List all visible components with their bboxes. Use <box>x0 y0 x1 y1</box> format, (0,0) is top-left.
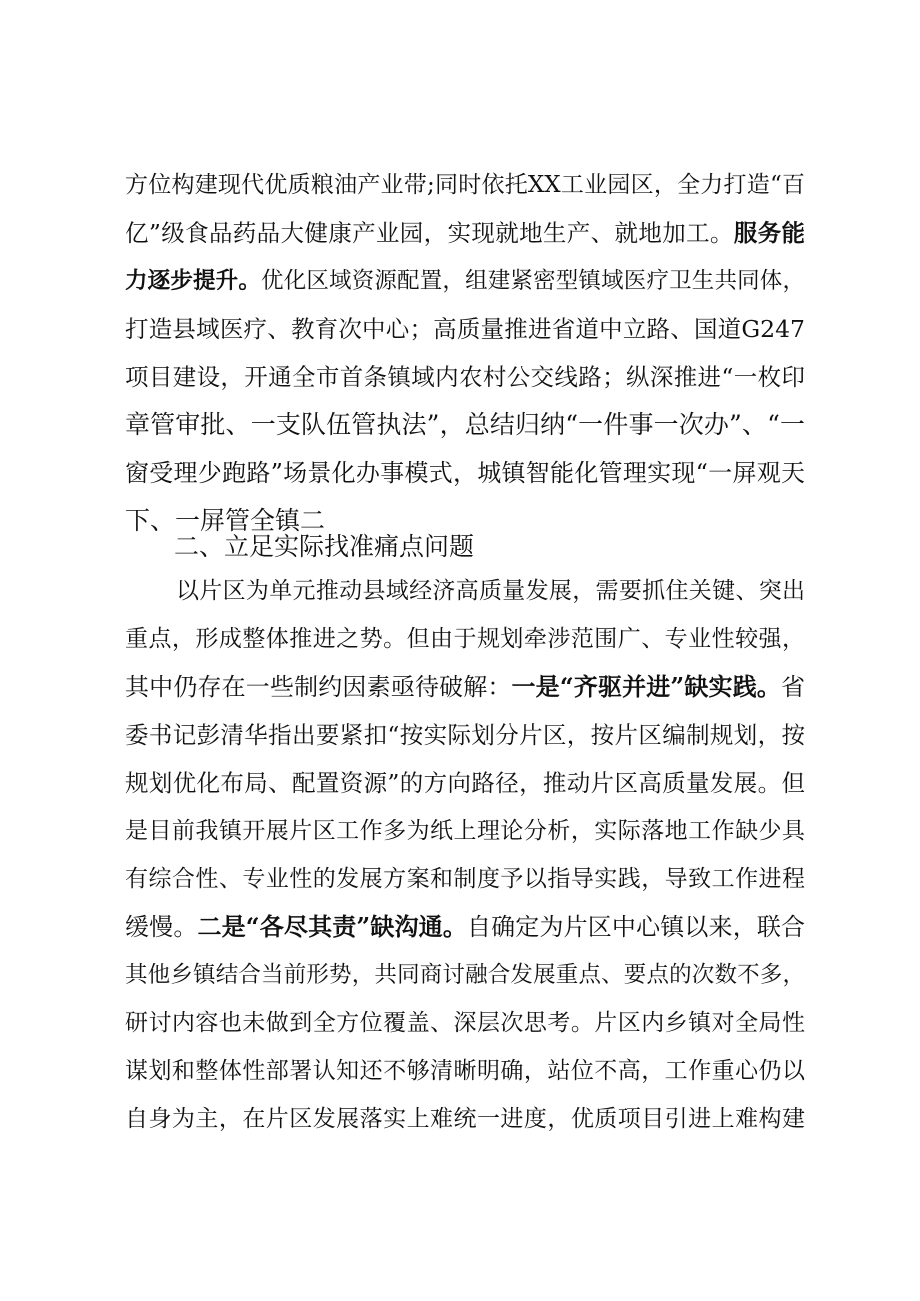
text-line <box>125 405 805 445</box>
text-span: 方位构建现代优质粮油产业带;同时依托XX工业园区，全力打造“百 <box>125 172 805 198</box>
text-span: 优化区域资源配置，组建紧密型镇域医疗卫生共同体， <box>261 268 805 294</box>
text-line <box>125 667 805 707</box>
text-line <box>125 357 805 397</box>
text-line <box>125 261 805 301</box>
text-line <box>125 309 805 349</box>
text-span: 项目建设，开通全市首条镇域内农村公交线路；纵深推进“一枚印 <box>125 363 805 391</box>
text-span: 窗受理少跑路”场景化办事模式，城镇智能化管理实现“一屏观天 <box>125 459 805 487</box>
text-line <box>125 763 805 803</box>
text-span: 亿”级食品药品大健康产业园，实现就地生产、就地加工。 <box>125 219 734 247</box>
bold-heading-span: 力逐步提升。 <box>125 268 262 294</box>
text-span: 自身为主，在片区发展落实上难统一进度，优质项目引进上难构建 <box>125 1106 805 1132</box>
text-line <box>125 715 805 755</box>
text-span: 谋划和整体性部署认知还不够清晰明确，站位不高，工作重心仍以 <box>125 1058 805 1084</box>
text-line <box>125 859 805 899</box>
text-span: 是目前我镇开展片区工作多为纸上理论分析，实际落地工作缺少具 <box>125 818 805 844</box>
text-span: 委书记彭清华指出要紧扣“按实际划分片区，按片区编制规划，按 <box>125 721 805 749</box>
text-line <box>125 907 805 947</box>
text-span: 自确定为片区中心镇以来，联合 <box>466 913 805 941</box>
text-span: 下、一屏管全镇二 <box>125 506 326 535</box>
text-line <box>125 619 805 659</box>
text-line <box>125 1099 805 1139</box>
text-span: 打造县域医疗、教育次中心；高质量推进省道中立路、国道G247 <box>125 315 805 343</box>
bold-heading-span: 服务能 <box>733 219 805 247</box>
text-line <box>125 165 805 205</box>
bold-heading-span: 一是“齐驱并进”缺实践。 <box>511 672 782 701</box>
text-span: 规划优化布局、配置资源”的方向路径，推动片区高质量发展。但 <box>125 769 805 797</box>
text-span: 重点，形成整体推进之势。但由于规划牵涉范围广、专业性较强， <box>125 626 805 652</box>
text-span: 缓慢。 <box>125 913 198 941</box>
section-heading <box>174 527 805 567</box>
text-span: 章管审批、一支队伍管执法”，总结归纳“一件事一次办”、“一 <box>125 410 805 439</box>
text-span: 有综合性、专业性的发展方案和制度予以指导实践，导致工作进程 <box>125 866 805 892</box>
text-line <box>125 213 805 253</box>
text-line <box>125 811 805 851</box>
text-span: 其中仍存在一些制约因素亟待破解： <box>125 673 512 701</box>
section-heading-text: 二、立足实际找准痛点问题 <box>174 532 475 561</box>
text-line <box>125 1051 805 1091</box>
text-span: 以片区为单元推动县域经济高质量发展，需要抓住关键、突出 <box>176 578 805 604</box>
text-line <box>125 955 805 995</box>
text-line <box>125 1003 805 1043</box>
text-span: 省 <box>781 673 805 701</box>
text-line <box>125 453 805 493</box>
bold-heading-span: 二是“各尽其责”缺沟通。 <box>197 912 467 941</box>
text-span: 研讨内容也未做到全方位覆盖、深层次思考。片区内乡镇对全局性 <box>125 1010 805 1036</box>
text-span: 其他乡镇结合当前形势，共同商讨融合发展重点、要点的次数不多， <box>125 962 805 988</box>
text-line <box>176 571 805 611</box>
